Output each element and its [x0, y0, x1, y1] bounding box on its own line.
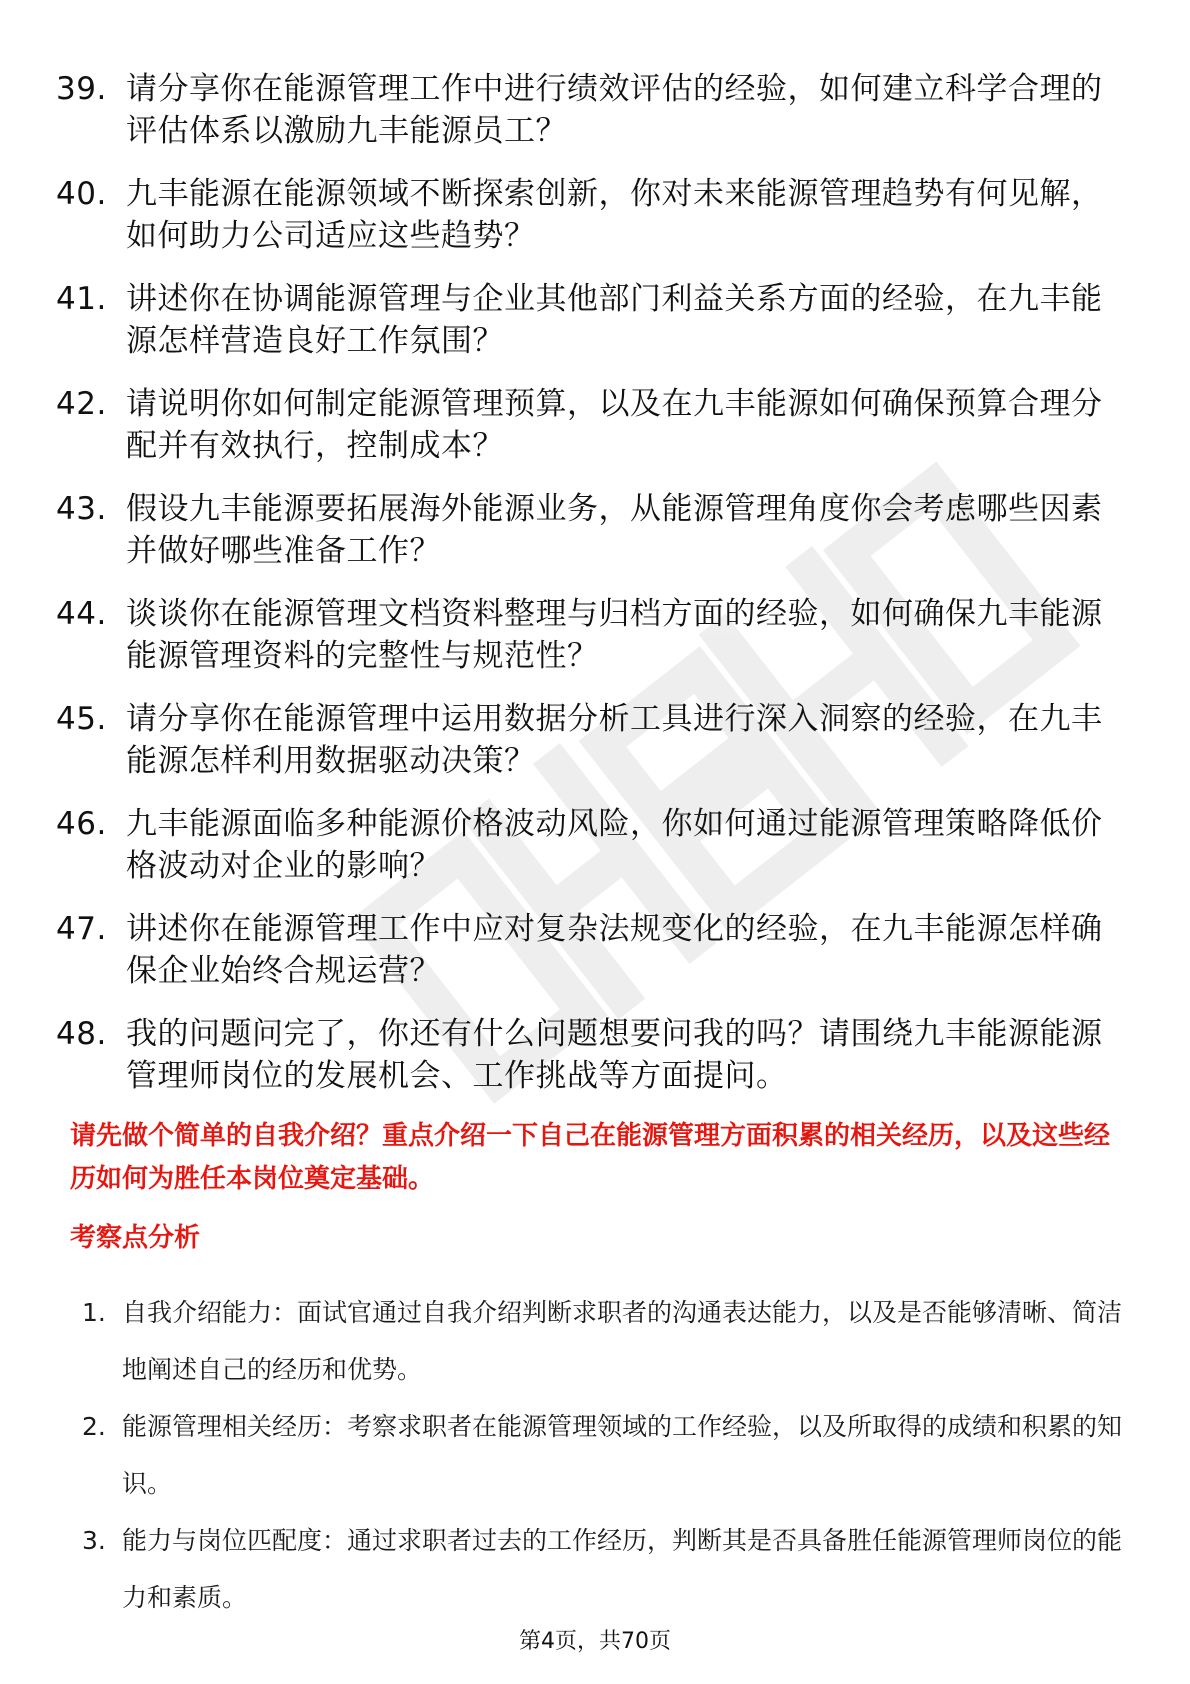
- question-list: [56, 68, 1116, 1118]
- analysis-number: 1.: [82, 1298, 106, 1327]
- question-item: [56, 68, 1116, 152]
- question-text: 请分享你在能源管理工作中进行绩效评估的经验，如何建立科学合理的评估体系以激励九丰能源员工？: [126, 71, 1103, 149]
- question-text: 我的问题问完了，你还有什么问题想要问我的吗？请围绕九丰能源能源管理师岗位的发展机会、工作挑战等方面提问。: [126, 1016, 1103, 1094]
- analysis-text: 自我介绍能力：面试官通过自我介绍判断求职者的沟通表达能力，以及是否能够清晰、简洁地阐述自己的经历和优势。: [122, 1298, 1123, 1384]
- question-number: 48.: [56, 1016, 107, 1052]
- question-text: 讲述你在能源管理工作中应对复杂法规变化的经验，在九丰能源怎样确保企业始终合规运营？: [126, 911, 1103, 989]
- highlight-question: 请先做个简单的自我介绍？重点介绍一下自己在能源管理方面积累的相关经历，以及这些经历如何为胜任本岗位奠定基础。: [70, 1121, 1111, 1194]
- question-item: [56, 908, 1116, 992]
- question-text: 九丰能源在能源领域不断探索创新，你对未来能源管理趋势有何见解，如何助力公司适应这些趋势？: [126, 176, 1103, 254]
- question-text: 请分享你在能源管理中运用数据分析工具进行深入洞察的经验，在九丰能源怎样利用数据驱动决策？: [126, 701, 1103, 779]
- question-number: 44.: [56, 596, 107, 632]
- question-item: [56, 698, 1116, 782]
- question-number: 45.: [56, 701, 107, 737]
- analysis-list: [82, 1284, 1122, 1626]
- question-number: 39.: [56, 71, 107, 107]
- question-item: [56, 488, 1116, 572]
- question-number: 46.: [56, 806, 107, 842]
- question-text: 谈谈你在能源管理文档资料整理与归档方面的经验，如何确保九丰能源能源管理资料的完整性与规范性？: [126, 596, 1103, 674]
- question-item: [56, 383, 1116, 467]
- question-item: [56, 803, 1116, 887]
- question-item: [56, 1013, 1116, 1097]
- question-number: 47.: [56, 911, 107, 947]
- analysis-item: [82, 1398, 1122, 1512]
- analysis-number: 3.: [82, 1526, 106, 1555]
- question-text: 假设九丰能源要拓展海外能源业务，从能源管理角度你会考虑哪些因素并做好哪些准备工作？: [126, 491, 1103, 569]
- analysis-text: 能力与岗位匹配度：通过求职者过去的工作经历，判断其是否具备胜任能源管理师岗位的能力和素质。: [122, 1526, 1123, 1612]
- analysis-item: [82, 1284, 1122, 1398]
- question-text: 讲述你在协调能源管理与企业其他部门利益关系方面的经验，在九丰能源怎样营造良好工作氛围？: [126, 281, 1103, 359]
- analysis-number: 2.: [82, 1412, 106, 1441]
- question-number: 40.: [56, 176, 107, 212]
- question-text: 九丰能源面临多种能源价格波动风险，你如何通过能源管理策略降低价格波动对企业的影响？: [126, 806, 1103, 884]
- question-item: [56, 173, 1116, 257]
- analysis-heading: 考察点分析: [70, 1223, 201, 1253]
- page-footer: 第4页，共70页: [519, 1629, 671, 1654]
- question-number: 41.: [56, 281, 107, 317]
- analysis-text: 能源管理相关经历：考察求职者在能源管理领域的工作经验，以及所取得的成绩和积累的知识。: [122, 1412, 1123, 1498]
- question-number: 42.: [56, 386, 107, 422]
- analysis-item: [82, 1512, 1122, 1626]
- question-text: 请说明你如何制定能源管理预算，以及在九丰能源如何确保预算合理分配并有效执行，控制成本？: [126, 386, 1103, 464]
- question-item: [56, 278, 1116, 362]
- question-number: 43.: [56, 491, 107, 527]
- question-item: [56, 593, 1116, 677]
